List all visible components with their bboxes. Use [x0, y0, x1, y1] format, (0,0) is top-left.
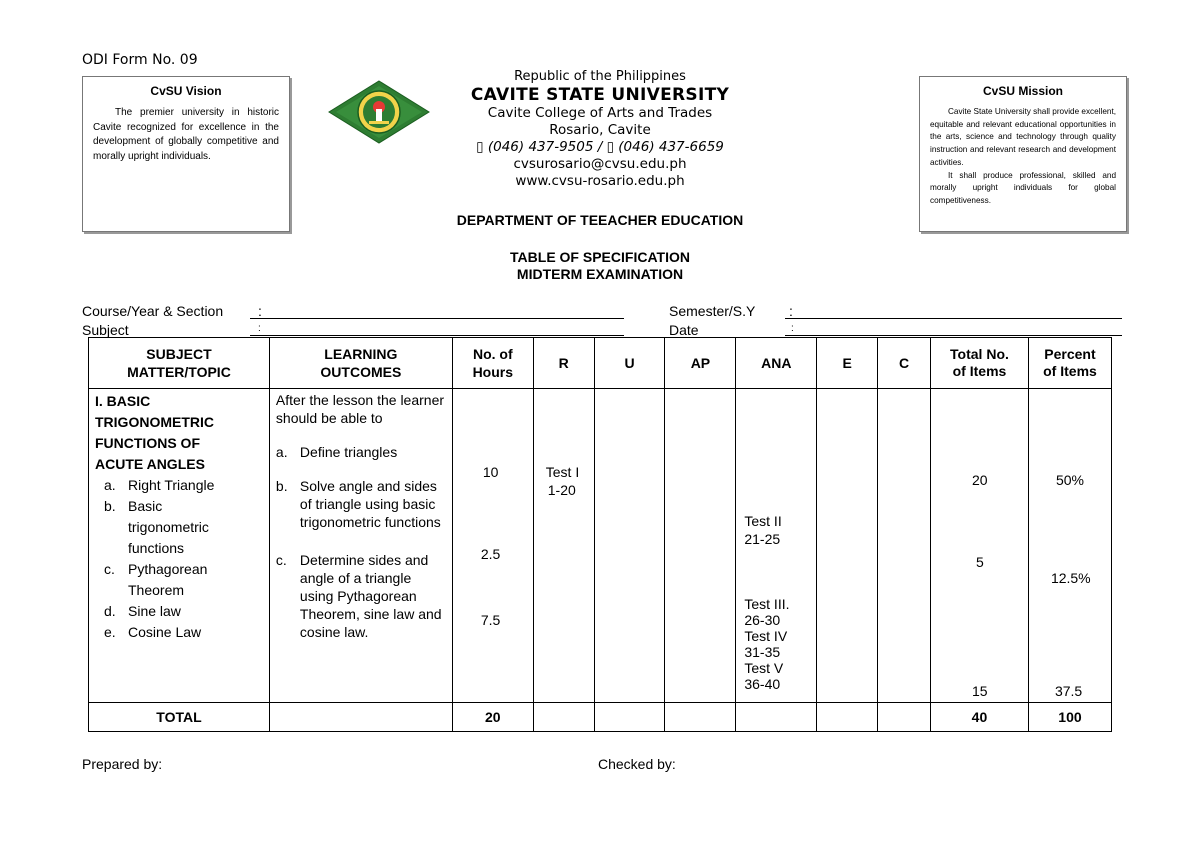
r-test-range: 1-20 [547, 482, 576, 498]
department-title: DEPARTMENT OF TEEACHER EDUCATION [456, 212, 744, 228]
ana-test-range: 26-30 [744, 612, 781, 628]
table-header-row [89, 338, 1112, 389]
table-row [89, 389, 1112, 703]
topic-cell [89, 389, 270, 703]
c-cell [878, 389, 931, 703]
total-empty-cell [269, 703, 452, 732]
date-label: Date [669, 322, 699, 338]
subject-label: Subject [82, 322, 129, 338]
date-colon: : [791, 323, 794, 334]
vision-box [82, 76, 290, 232]
ana-test-label: Test II [744, 513, 782, 529]
mission-paragraph-2: It shall produce professional, skilled and morally upright individuals for global competitiveness. [930, 170, 1116, 205]
r-test-label: Test I [545, 464, 580, 480]
phone-numbers: ▯ (046) 437-9505 / ▯ (046) 437-6659 [476, 139, 724, 155]
date-field-line[interactable] [785, 335, 1122, 336]
list-item: e. Cosine Law [104, 624, 202, 640]
course-field-line[interactable] [250, 318, 624, 319]
letterhead [380, 68, 820, 190]
checked-by-label: Checked by: [598, 756, 676, 772]
list-item: a. Define triangles [275, 444, 398, 460]
semester-colon: : [789, 303, 793, 319]
college-location: Rosario, Cavite [549, 122, 651, 138]
list-item: c. Pythagorean Theorem [104, 561, 208, 598]
course-colon: : [258, 303, 262, 319]
total-row [89, 703, 1112, 732]
u-cell [594, 389, 665, 703]
header-topic: SUBJECT MATTER/TOPIC [89, 338, 270, 389]
mission-box [919, 76, 1127, 232]
header-e: E [817, 338, 878, 389]
semester-label: Semester/S.Y [669, 303, 756, 319]
total-percent: 100 [1028, 703, 1111, 732]
header-ana: ANA [736, 338, 817, 389]
header-u: U [594, 338, 665, 389]
ana-test-range: 31-35 [744, 644, 781, 660]
hours-value: 7.5 [480, 612, 501, 628]
topic-list [95, 475, 263, 643]
subject-colon: : [258, 323, 261, 334]
total-items: 40 [931, 703, 1029, 732]
document-title-line-1: TABLE OF SPECIFICATION [510, 249, 690, 265]
republic-line: Republic of the Philippines [514, 69, 686, 84]
mission-text [920, 98, 1126, 208]
percent-value: 50% [1055, 472, 1084, 488]
hours-value: 2.5 [480, 546, 501, 562]
vision-title: CvSU Vision [150, 84, 222, 98]
total-empty-cell [665, 703, 736, 732]
list-item: d. Sine law [104, 603, 181, 619]
document-title-line-2: MIDTERM EXAMINATION [516, 266, 684, 282]
total-empty-cell [817, 703, 878, 732]
total-empty-cell [594, 703, 665, 732]
header-hours: No. of Hours [452, 338, 533, 389]
outcomes-cell [269, 389, 452, 703]
total-items-value: 15 [972, 683, 988, 699]
total-empty-cell [878, 703, 931, 732]
subject-field-line[interactable] [250, 335, 624, 336]
prepared-by-label: Prepared by: [82, 756, 163, 772]
specification-table [88, 337, 1112, 732]
email-address: cvsurosario@cvsu.edu.ph [513, 156, 687, 172]
ana-cell [736, 389, 817, 703]
topic-title: I. BASIC TRIGONOMETRIC FUNCTIONS OF ACUTE ANGLES [95, 393, 214, 472]
ana-test-range: 21-25 [744, 531, 781, 547]
total-empty-cell [736, 703, 817, 732]
college-name: Cavite College of Arts and Trades [487, 105, 713, 121]
e-cell [817, 389, 878, 703]
list-item: a. Right Triangle [104, 477, 215, 493]
total-items-value: 5 [976, 554, 984, 570]
total-label: TOTAL [89, 703, 270, 732]
mission-paragraph-1: Cavite State University shall provide excellent, equitable and relevant educational opportunities in the arts, science and technology through quality instruction and relevant research and development activities. [930, 107, 1116, 167]
header-r: R [533, 338, 594, 389]
document-title [380, 249, 820, 283]
ana-test-label: Test III. [744, 596, 790, 612]
outcomes-intro: After the lesson the learner should be able to [275, 392, 445, 426]
course-label: Course/Year & Section [82, 303, 224, 319]
total-hours: 20 [452, 703, 533, 732]
hours-value: 10 [482, 464, 499, 480]
total-items-cell [931, 389, 1029, 703]
percent-cell [1028, 389, 1111, 703]
list-item: b. Solve angle and sides of triangle using basic trigonometric functions [275, 478, 441, 530]
percent-value: 12.5% [1050, 570, 1091, 586]
ana-test-label: Test IV [744, 628, 788, 644]
header-total-items: Total No. of Items [931, 338, 1029, 389]
ap-cell [665, 389, 736, 703]
list-item: c. Determine sides and angle of a triangle using Pythagorean Theorem, sine law and cosine law. [275, 552, 442, 640]
website: www.cvsu-rosario.edu.ph [515, 173, 685, 189]
semester-field-line[interactable] [785, 318, 1122, 319]
header-c: C [878, 338, 931, 389]
header-ap: AP [665, 338, 736, 389]
university-name: CAVITE STATE UNIVERSITY [470, 85, 730, 105]
header-outcomes: LEARNING OUTCOMES [269, 338, 452, 389]
total-items-value: 20 [972, 472, 988, 488]
ana-test-label: Test V [744, 660, 784, 676]
outcomes-list [276, 443, 446, 641]
form-number: ODI Form No. 09 [82, 52, 198, 68]
ana-test-range: 36-40 [744, 676, 781, 692]
list-item: b. Basic trigonometric functions [104, 498, 209, 556]
total-empty-cell [533, 703, 594, 732]
vision-text: The premier university in historic Cavite recognized for excellence in the development of globally competitive and morally upright individuals. [93, 107, 279, 162]
r-cell [533, 389, 594, 703]
percent-value: 37.5 [1054, 683, 1083, 699]
header-percent: Percent of Items [1028, 338, 1111, 389]
mission-title: CvSU Mission [982, 84, 1063, 98]
hours-cell [452, 389, 533, 703]
